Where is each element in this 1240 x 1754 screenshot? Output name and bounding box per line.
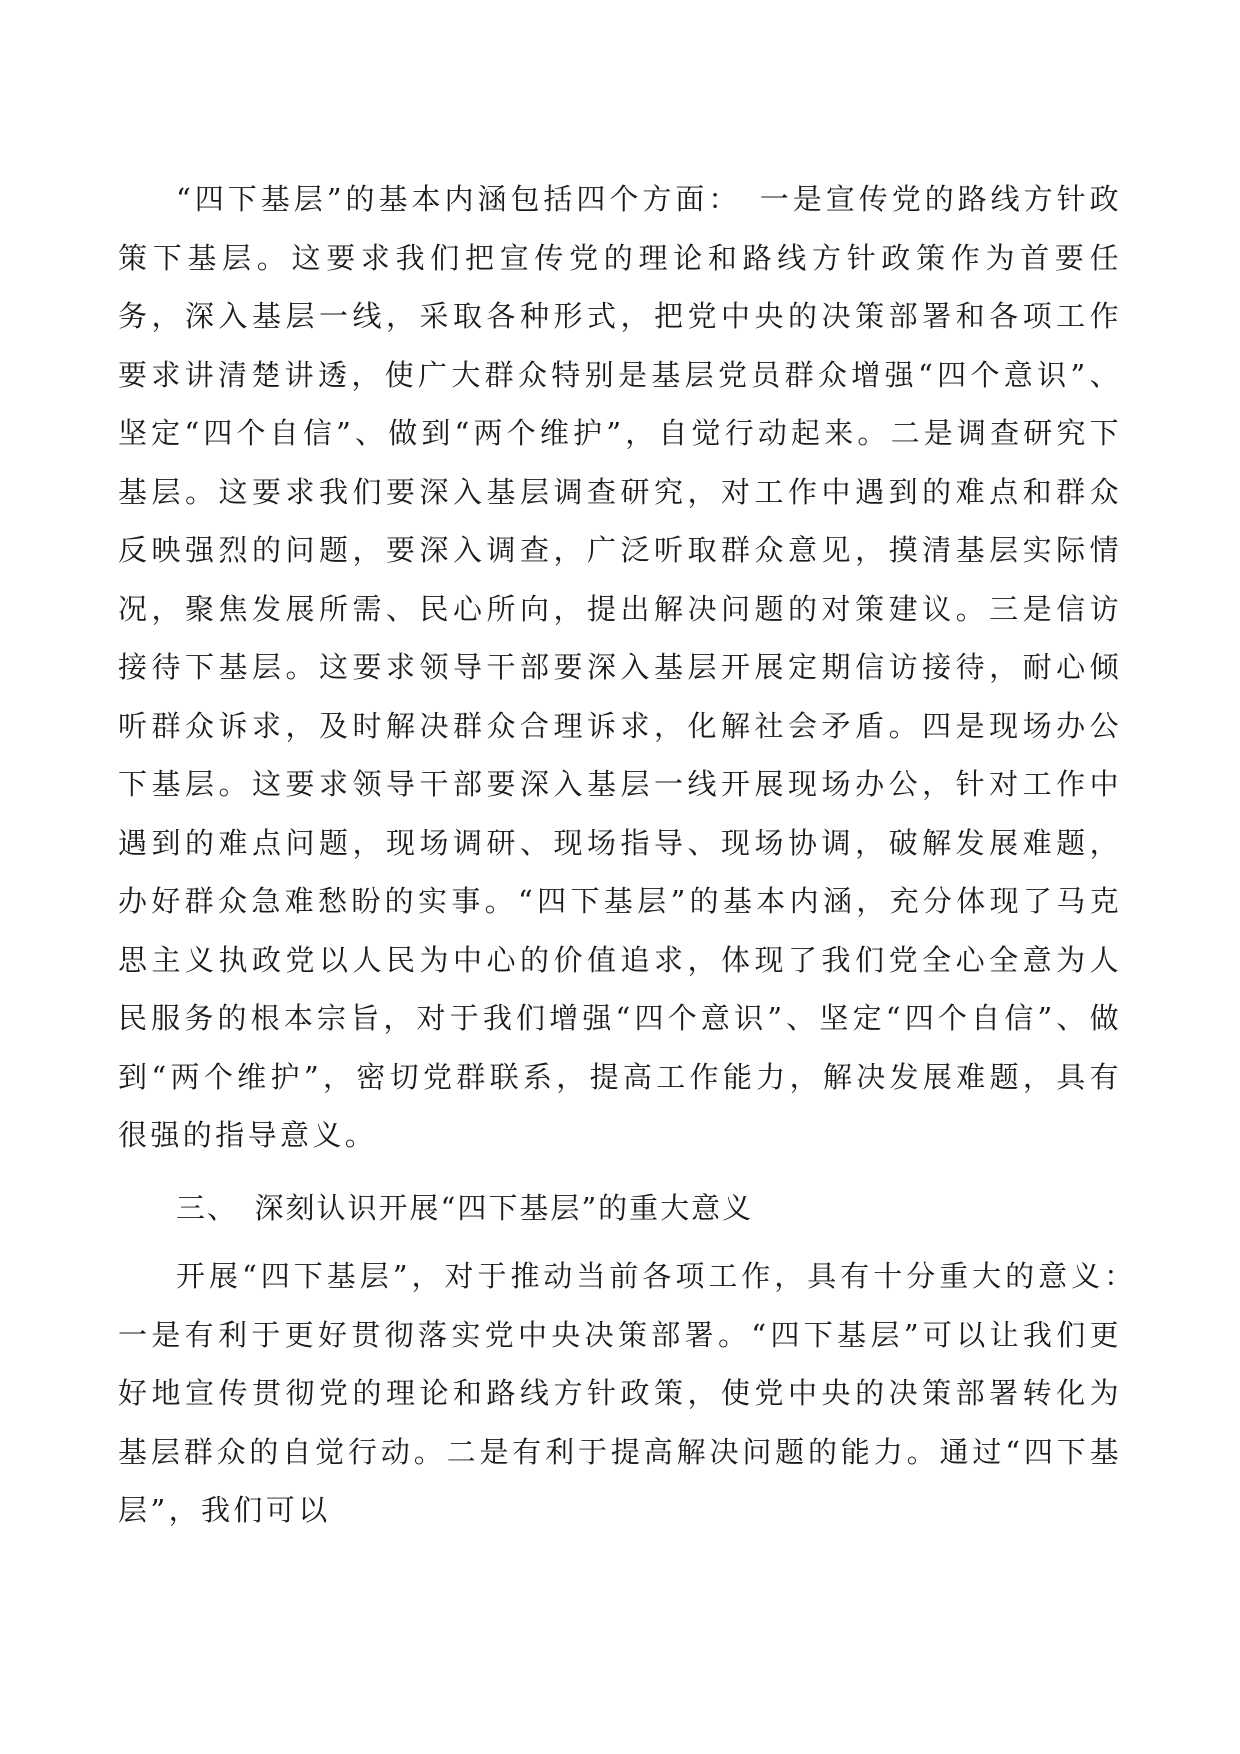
- document-body: [118, 170, 1155, 1540]
- section-heading-three: 三、 深刻认识开展“四下基层”的重大意义: [176, 1190, 754, 1225]
- paragraph-basic-connotation: “四下基层”的基本内涵包括四个方面： 一是宣传党的路线方针政策下基层。这要求我们把宣传党的理论和路线方针政策作为首要任务，深入基层一线，采取各种形式，把党中央的决策部署和各项工作要求讲清楚讲透，使广大群众特别是基层党员群众增强“四个意识”、坚定“四个自信”、做到“两个维护”，自觉行动起来。二是调查研究下基层。这要求我们要深入基层调查研究，对工作中遇到的难点和群众反映强烈的问题，要深入调查，广泛听取群众意见，摸清基层实际情况，聚焦发展所需、民心所向，提出解决问题的对策建议。三是信访接待下基层。这要求领导干部要深入基层开展定期信访接待，耐心倾听群众诉求，及时解决群众合理诉求，化解社会矛盾。四是现场办公下基层。这要求领导干部要深入基层一线开展现场办公，针对工作中遇到的难点问题，现场调研、现场指导、现场协调，破解发展难题，办好群众急难愁盼的实事。“四下基层”的基本内涵，充分体现了马克思主义执政党以人民为中心的价值追求，体现了我们党全心全意为人民服务的根本宗旨，对于我们增强“四个意识”、坚定“四个自信”、做到“两个维护”，密切党群联系，提高工作能力，解决发展难题，具有很强的指导意义。: [118, 182, 1122, 1152]
- paragraph-significance: 开展“四下基层”，对于推动当前各项工作，具有十分重大的意义： 一是有利于更好贯彻落实党中央决策部署。“四下基层”可以让我们更好地宣传贯彻党的理论和路线方针政策，使党中央的决策部署转化为基层群众的自觉行动。二是有利于提高解决问题的能力。通过“四下基层”，我们可以: [118, 1259, 1155, 1527]
